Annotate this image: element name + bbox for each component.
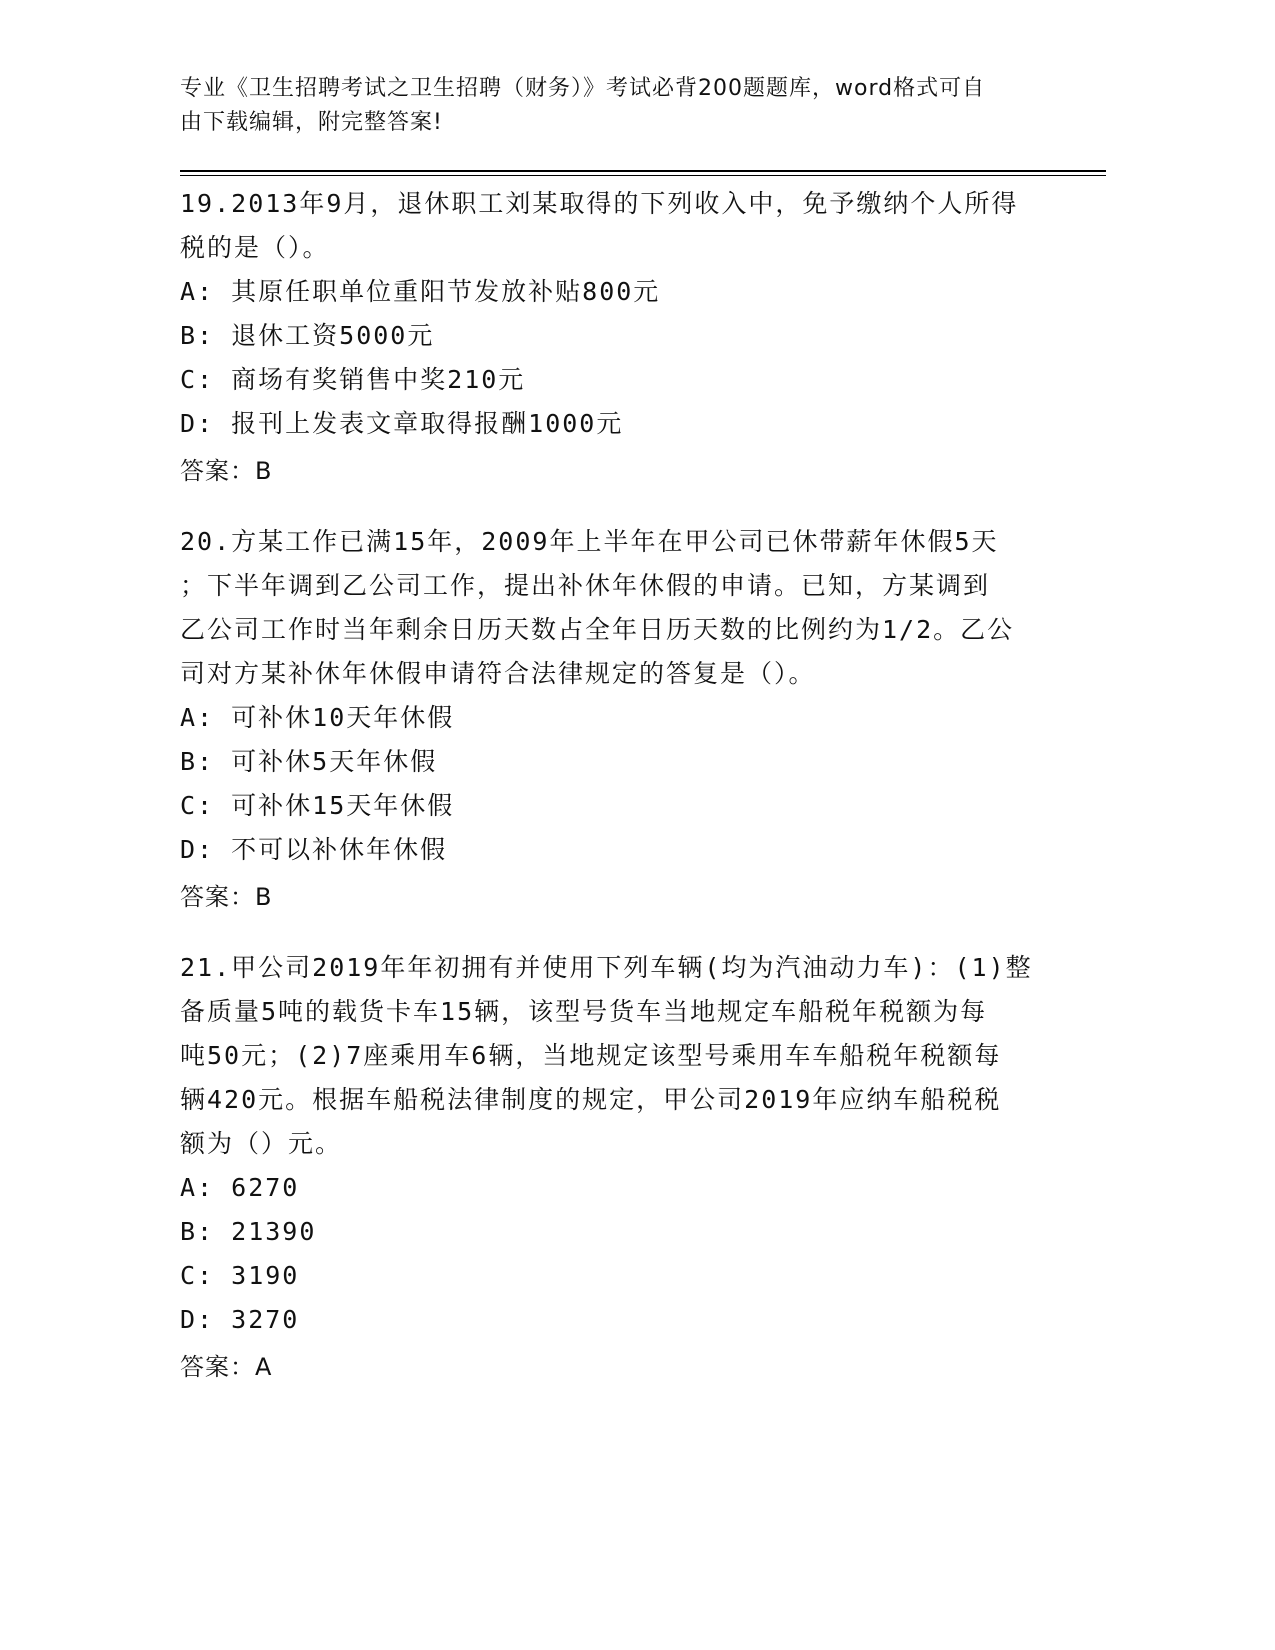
- question-list: [180, 182, 1040, 1416]
- question-20: [180, 520, 1040, 920]
- option-d: D: 报刊上发表文章取得报酬1000元: [180, 409, 624, 438]
- option-a: A: 其原任职单位重阳节发放补贴800元: [180, 277, 661, 306]
- header-divider-thick: [180, 170, 1106, 172]
- header-line-2: 由下载编辑，附完整答案!: [180, 110, 443, 135]
- option-d: D: 不可以补休年休假: [180, 835, 448, 864]
- option-c: C: 可补休15天年休假: [180, 791, 455, 820]
- stem-line: 乙公司工作时当年剩余日历天数占全年日历天数的比例约为1/2。乙公: [180, 615, 1015, 644]
- answer-line: 答案：B: [180, 457, 273, 485]
- stem-line: 19.2013年9月，退休职工刘某取得的下列收入中，免予缴纳个人所得: [180, 189, 1019, 218]
- option-a: A: 6270: [180, 1173, 300, 1202]
- stem-line: 司对方某补休年休假申请符合法律规定的答复是（）。: [180, 659, 816, 688]
- stem-line: 21.甲公司2019年年初拥有并使用下列车辆(均为汽油动力车)：(1)整: [180, 953, 1033, 982]
- question-19: [180, 182, 1040, 494]
- question-21: [180, 946, 1040, 1390]
- option-b: B: 退休工资5000元: [180, 321, 435, 350]
- stem-line: 税的是（）。: [180, 233, 330, 262]
- stem-line: 额为（）元。: [180, 1129, 343, 1158]
- question-stem: [180, 946, 1040, 1166]
- stem-line: 辆420元。根据车船税法律制度的规定，甲公司2019年应纳车船税税: [180, 1085, 1002, 1114]
- option-c: C: 3190: [180, 1261, 300, 1290]
- document-header: [180, 72, 1040, 140]
- question-stem: [180, 182, 1040, 270]
- stem-line: 备质量5吨的载货卡车15辆，该型号货车当地规定车船税年税额为每: [180, 997, 988, 1026]
- stem-line: 20.方某工作已满15年，2009年上半年在甲公司已休带薪年休假5天: [180, 527, 999, 556]
- answer-line: 答案：A: [180, 1353, 273, 1381]
- header-divider-thin: [180, 175, 1106, 176]
- answer-line: 答案：B: [180, 883, 273, 911]
- header-line-1: 专业《卫生招聘考试之卫生招聘（财务）》考试必背200题题库，word格式可自: [180, 76, 986, 101]
- option-b: B: 可补休5天年休假: [180, 747, 438, 776]
- option-b: B: 21390: [180, 1217, 317, 1246]
- option-d: D: 3270: [180, 1305, 300, 1334]
- option-c: C: 商场有奖销售中奖210元: [180, 365, 526, 394]
- stem-line: 吨50元；(2)7座乘用车6辆，当地规定该型号乘用车车船税年税额每: [180, 1041, 1002, 1070]
- stem-line: ；下半年调到乙公司工作，提出补休年休假的申请。已知，方某调到: [180, 571, 991, 600]
- option-a: A: 可补休10天年休假: [180, 703, 455, 732]
- question-stem: [180, 520, 1040, 696]
